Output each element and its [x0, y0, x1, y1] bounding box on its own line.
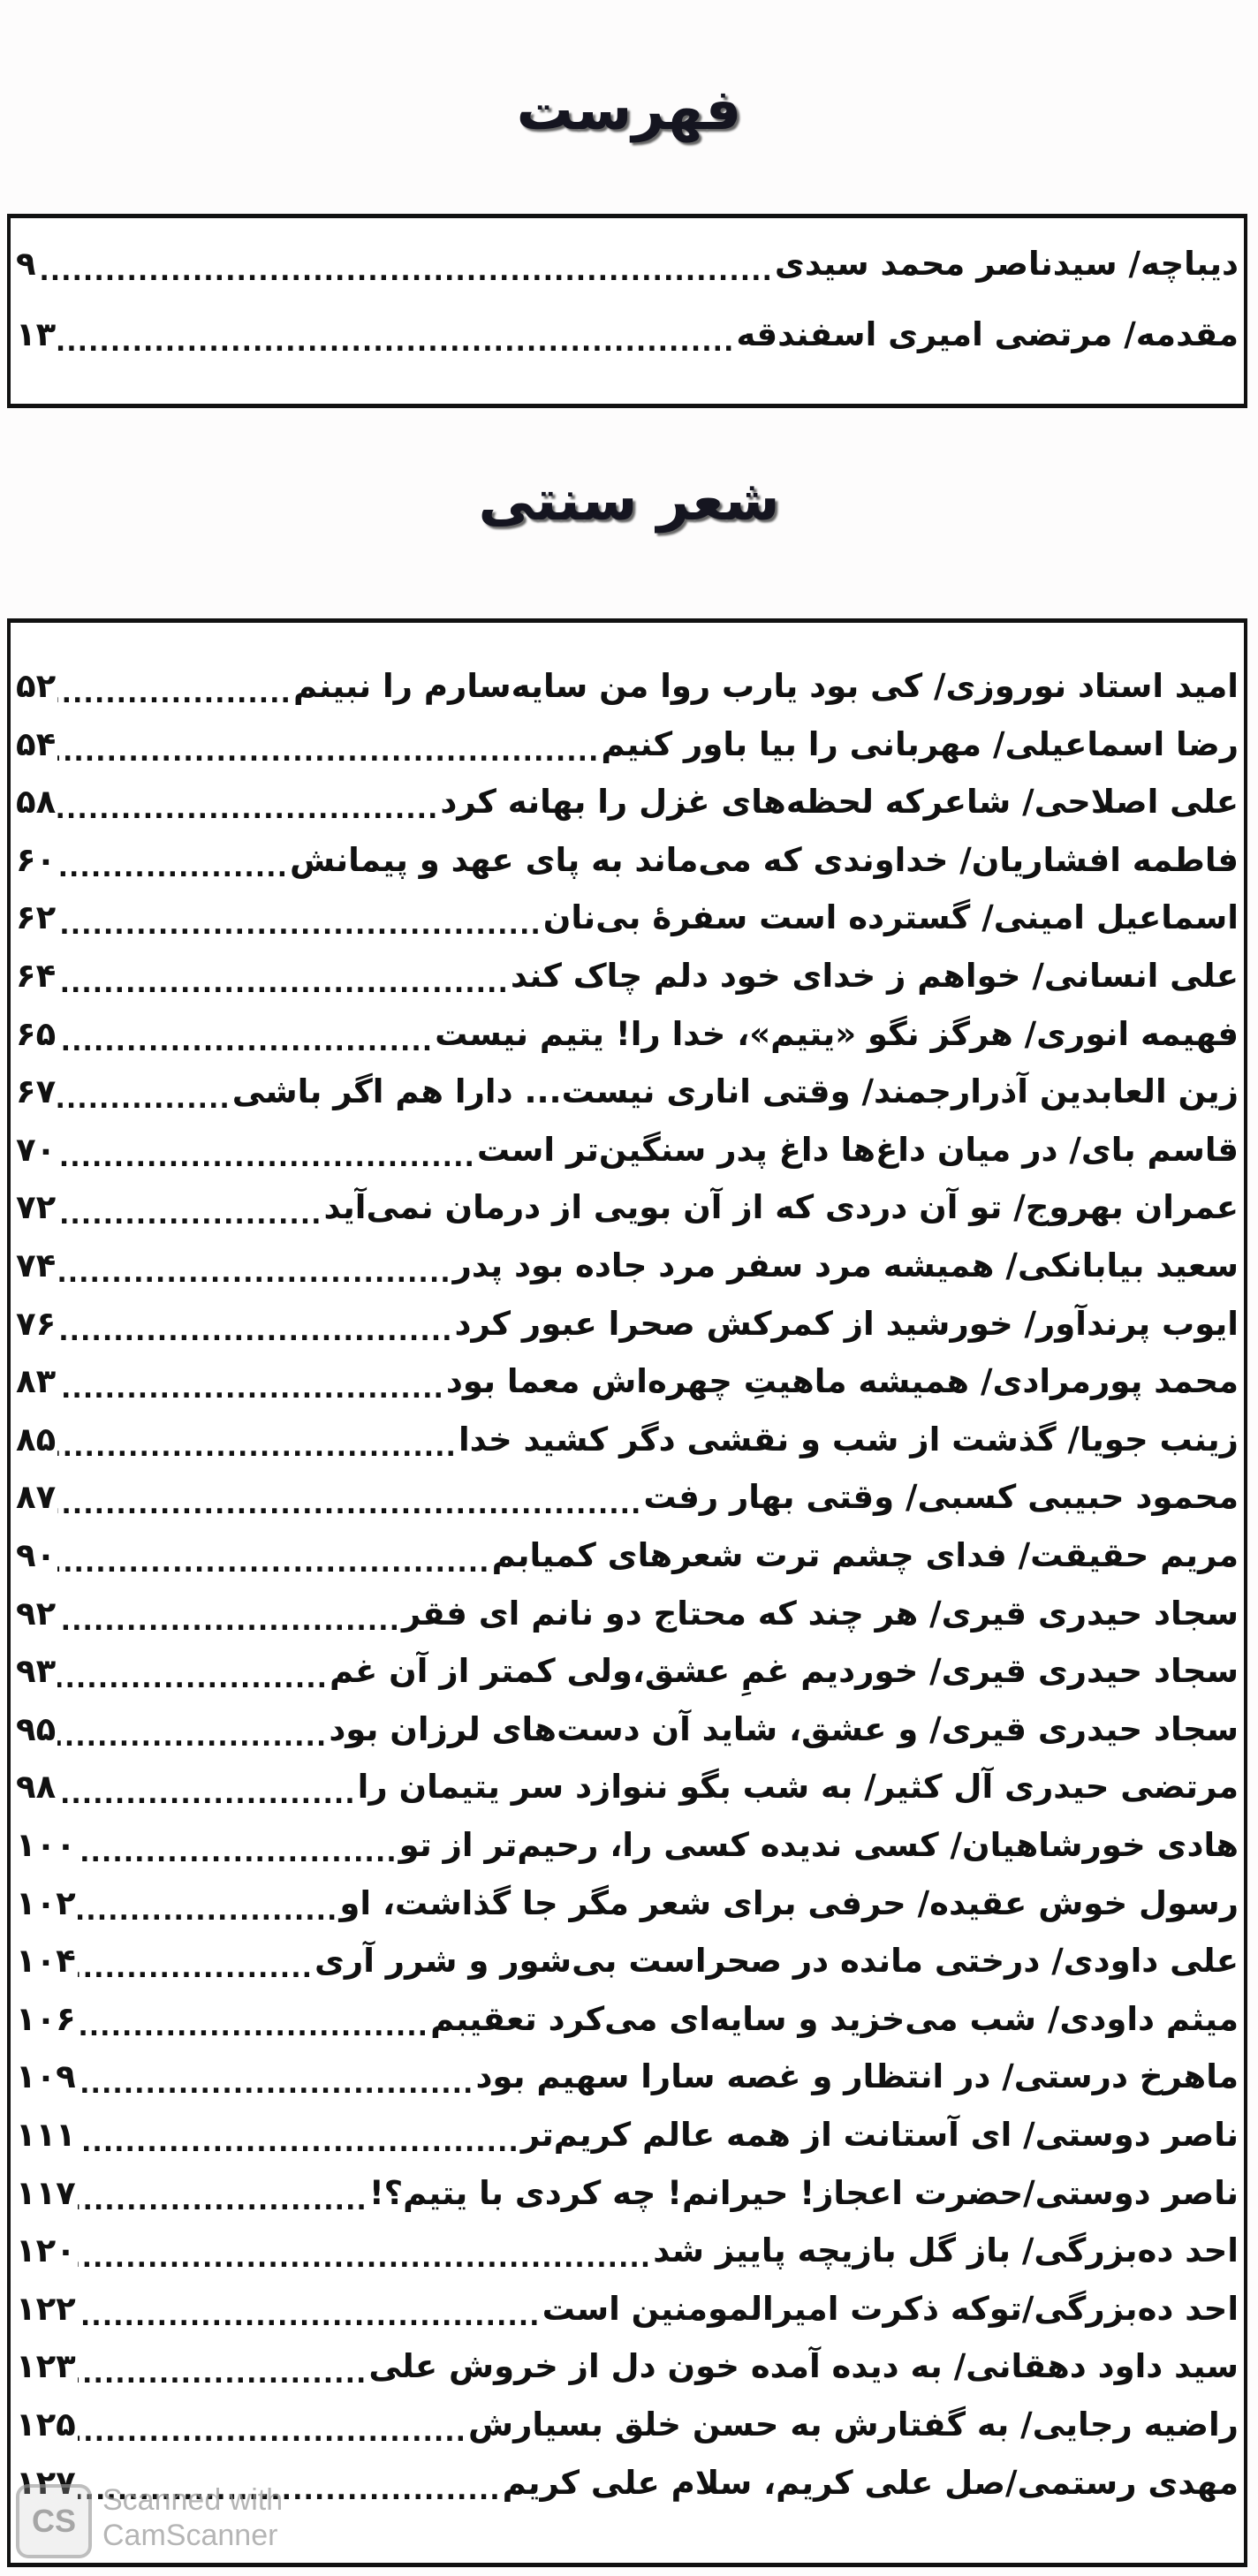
toc-page-number: ۱۱۷ — [16, 2173, 76, 2212]
toc-page-number: ۸۷ — [16, 1478, 57, 1517]
toc-list-box — [7, 618, 1247, 2567]
toc-page-number: ۱۲۰ — [16, 2231, 76, 2270]
toc-entry[interactable] — [16, 1181, 1239, 1234]
dot-leader — [78, 1993, 428, 2046]
toc-entry-title: علی داودی/ درختی مانده در صحراست بی‌شور و شرر آری — [314, 1942, 1239, 1981]
toc-entry-title: راضیه رجایی/ به گفتارش به حسن خلق بسیارش — [468, 2406, 1239, 2443]
toc-page-number: ۶۲ — [16, 898, 57, 937]
toc-entry[interactable] — [16, 718, 1239, 771]
toc-entry-title: ناصر دوستی/حضرت اعجاز! حیرانم! چه کردی با یتیم؟! — [368, 2173, 1239, 2212]
toc-entry-title: میثم داودی/ شب می‌خزید و سایه‌ای می‌کرد تعقیبم — [430, 1999, 1239, 2038]
toc-page-number: ۷۴ — [16, 1246, 57, 1284]
toc-entry[interactable] — [16, 1355, 1239, 1408]
toc-entry-title: امید استاد نوروزی/ کی بود یارب روا من سایه‌سارم را نبینم — [292, 667, 1239, 705]
toc-entry[interactable] — [16, 1703, 1239, 1756]
toc-page-number: ۷۶ — [16, 1304, 57, 1343]
toc-entry[interactable] — [16, 1065, 1239, 1118]
dot-leader — [78, 1819, 398, 1872]
toc-entry-title: زینب جویا/ گذشت از شب و نقشی دگر کشید خدا — [458, 1420, 1239, 1458]
dot-leader — [57, 1413, 457, 1466]
toc-entry[interactable] — [16, 776, 1239, 829]
toc-page-number: ۹۸ — [16, 1768, 57, 1807]
toc-entry-title: مرتضی حیدری آل کثیر/ به شب بگو ننوازد سر یتیمان را — [357, 1768, 1239, 1807]
toc-entry-title: مقدمه/ مرتضی امیری اسفندقه — [736, 315, 1239, 353]
toc-entry[interactable] — [16, 2340, 1239, 2393]
toc-entry-title: احد ده‌بزرگی/ باز گل بازیچه پاییز شد — [653, 2231, 1239, 2270]
toc-entry-title: محمود حبیبی کسبی/ وقتی بهار رفت — [643, 1478, 1239, 1517]
dot-leader — [57, 1587, 400, 1640]
section-title: شعر سنتی — [478, 468, 780, 534]
dot-leader — [57, 950, 509, 1003]
dot-leader — [57, 1645, 328, 1698]
toc-entry[interactable] — [16, 2283, 1239, 2336]
dot-leader — [57, 660, 292, 713]
dot-leader — [78, 2109, 519, 2162]
dot-leader — [57, 308, 734, 361]
toc-page-number: ۱۲۵ — [16, 2406, 76, 2443]
toc-entry[interactable] — [16, 1239, 1239, 1292]
toc-entry-title: رضا اسماعیلی/ مهربانی را بیا باور کنیم — [601, 724, 1239, 763]
dot-leader — [57, 1703, 327, 1756]
toc-entry[interactable] — [16, 2398, 1239, 2451]
toc-page-number: ۱۰۴ — [16, 1942, 76, 1981]
toc-entry-title: فاطمه افشاریان/ خداوندی که می‌ماند به پای عهد و پیمانش — [289, 840, 1239, 879]
toc-entry-title: ایوب پرندآور/ خورشید از کمرکش صحرا عبور کرد — [454, 1304, 1239, 1343]
toc-entry-title: محمد پورمرادی/ همیشه ماهیتِ چهره‌اش معما بود — [445, 1362, 1239, 1401]
dot-leader — [57, 1355, 444, 1408]
toc-entry[interactable] — [16, 1761, 1239, 1814]
dot-leader — [78, 1877, 338, 1930]
toc-entry[interactable] — [16, 1587, 1239, 1640]
dot-leader — [57, 1529, 489, 1582]
toc-entry-title: دیباچه/ سیدناصر محمد سیدی — [774, 245, 1239, 283]
toc-entry[interactable] — [16, 1471, 1239, 1524]
toc-entry-title: سجاد حیدری قیری/ و عشق، شاید آن دست‌های لرزان بود — [329, 1709, 1239, 1748]
toc-page-number: ۷۲ — [16, 1188, 57, 1227]
toc-page-number: ۷۰ — [16, 1130, 57, 1169]
dot-leader — [57, 834, 288, 887]
toc-entry-title: سعید بیابانکی/ همیشه مرد سفر مرد جاده بود پدر — [452, 1246, 1239, 1284]
toc-entry-title: عمران بهروج/ تو آن دردی که از آن بویی از درمان نمی‌آید — [323, 1188, 1239, 1227]
toc-entry-title: اسماعیل امینی/ گسترده است سفرهٔ بی‌نان — [542, 898, 1239, 937]
toc-entry-title: سید داود دهقانی/ به دیده آمده خون دل از خروش علی — [368, 2347, 1239, 2386]
toc-entry[interactable] — [16, 1008, 1239, 1061]
watermark-line-1: Scanned with — [102, 2483, 284, 2517]
toc-page-number: ۹۳ — [16, 1652, 57, 1691]
toc-entry[interactable] — [16, 834, 1239, 887]
toc-entry[interactable] — [16, 1877, 1239, 1930]
toc-entry[interactable] — [16, 950, 1239, 1003]
toc-page-number: ۶۷ — [16, 1072, 57, 1111]
toc-entry-title: علی اصلاحی/ شاعرکه لحظه‌های غزل را بهانه کرد — [440, 783, 1239, 822]
dot-leader — [57, 1181, 322, 1234]
toc-entry[interactable] — [16, 2224, 1239, 2277]
toc-entry-title: سجاد حیدری قیری/ خوردیم غمِ عشق،ولی کمتر از آن غم — [330, 1652, 1239, 1691]
toc-entry[interactable] — [16, 1413, 1239, 1466]
toc-page-number: ۶۵ — [16, 1014, 57, 1053]
toc-entry[interactable] — [16, 1935, 1239, 1988]
toc-page-number: ۵۴ — [16, 724, 57, 763]
toc-page-number: ۹۵ — [16, 1709, 57, 1748]
toc-page-number: ۸۳ — [16, 1362, 57, 1401]
toc-page-number: ۱۰۹ — [16, 2057, 76, 2096]
front-matter-box — [7, 214, 1247, 408]
toc-entry[interactable] — [16, 238, 1239, 291]
toc-page-number: ۱۲۷ — [16, 2463, 76, 2502]
toc-entry-title: علی انسانی/ خواهم ز خدای خود دلم چاک کند — [510, 957, 1239, 995]
dot-leader — [78, 2457, 501, 2510]
toc-entry[interactable] — [16, 2457, 1239, 2510]
toc-entry[interactable] — [16, 2050, 1239, 2103]
dot-leader — [57, 1008, 433, 1061]
toc-page-number: ۱۲۳ — [16, 2347, 76, 2386]
dot-leader — [57, 1761, 355, 1814]
dot-leader — [57, 891, 542, 944]
dot-leader — [57, 1298, 452, 1351]
dot-leader — [57, 776, 438, 829]
camscanner-logo-icon: CS — [16, 2484, 92, 2558]
dot-leader — [78, 2050, 474, 2103]
toc-entry-title: سجاد حیدری قیری/ هر چند که محتاج دو نانم ای فقر — [401, 1594, 1239, 1633]
dot-leader — [78, 2224, 651, 2277]
toc-entry-title: قاسم بای/ در میان داغ‌ها داغ پدر سنگین‌تر است — [476, 1130, 1239, 1169]
toc-page-number: ۸۵ — [16, 1420, 57, 1458]
dot-leader — [57, 1124, 475, 1177]
toc-entry-title: هادی خورشاهیان/ کسی ندیده کسی را، رحیم‌تر از تو — [398, 1826, 1239, 1864]
toc-page-number: ۱۲۲ — [16, 2289, 76, 2328]
dot-leader — [57, 1471, 641, 1524]
toc-entry[interactable] — [16, 2167, 1239, 2220]
toc-entry[interactable] — [16, 1124, 1239, 1177]
toc-page-number: ۹۰ — [16, 1536, 57, 1574]
toc-page-number: ۵۸ — [16, 783, 57, 822]
toc-page-number: ۱۰۶ — [16, 1999, 76, 2038]
toc-entry-title: مریم حقیقت/ فدای چشم ترت شعرهای کمیابم — [491, 1536, 1239, 1574]
dot-leader — [78, 2398, 466, 2451]
dot-leader — [78, 2340, 368, 2393]
toc-entry[interactable] — [16, 1819, 1239, 1872]
toc-page-number: ۶۰ — [16, 840, 57, 879]
toc-entry-title: ناصر دوستی/ ای آستانت از همه عالم کریم‌تر — [520, 2116, 1239, 2154]
toc-entry-title: مهدی رستمی/صل علی کریم، سلام علی کریم — [502, 2463, 1239, 2502]
dot-leader — [57, 718, 599, 771]
toc-page-number: ۵۲ — [16, 667, 57, 705]
toc-page-number: ۱۱۱ — [16, 2116, 76, 2154]
watermark-line-2: CamScanner — [102, 2519, 278, 2552]
toc-entry-title: فهیمه انوری/ هرگز نگو «یتیم»، خدا را! یتیم نیست — [435, 1014, 1239, 1053]
dot-leader — [78, 2167, 368, 2220]
dot-leader — [78, 2283, 541, 2336]
index-title: فهرست — [516, 78, 742, 143]
toc-page-number: ۹۲ — [16, 1594, 57, 1633]
toc-entry[interactable] — [16, 1993, 1239, 2046]
toc-entry-title: ماهرخ درستی/ در انتظار و غصه سارا سهیم بود — [475, 2057, 1239, 2096]
toc-entry[interactable] — [16, 1645, 1239, 1698]
toc-page-number: ۹ — [16, 245, 36, 283]
dot-leader — [78, 1935, 313, 1988]
toc-entry[interactable] — [16, 891, 1239, 944]
toc-entry-title: زین العابدین آذرارجمند/ وقتی اناری نیست... دارا هم اگر باشی — [231, 1072, 1239, 1111]
toc-entry[interactable] — [16, 2109, 1239, 2162]
toc-page-number: ۱۰۲ — [16, 1883, 76, 1922]
toc-page-number: ۶۴ — [16, 957, 57, 995]
dot-leader — [38, 238, 773, 291]
toc-entry-title: احد ده‌بزرگی/توکه ذکرت امیرالمومنین است — [542, 2289, 1239, 2328]
toc-entry[interactable] — [16, 308, 1239, 361]
toc-entry[interactable] — [16, 1298, 1239, 1351]
dot-leader — [57, 1239, 451, 1292]
toc-entry[interactable] — [16, 660, 1239, 713]
toc-page-number: ۱۰۰ — [16, 1826, 76, 1864]
dot-leader — [57, 1065, 231, 1118]
toc-page-number: ۱۳ — [16, 315, 57, 353]
toc-entry[interactable] — [16, 1529, 1239, 1582]
toc-entry-title: رسول خوش عقیده/ حرفی برای شعر مگر جا گذاشت، او — [339, 1883, 1239, 1922]
